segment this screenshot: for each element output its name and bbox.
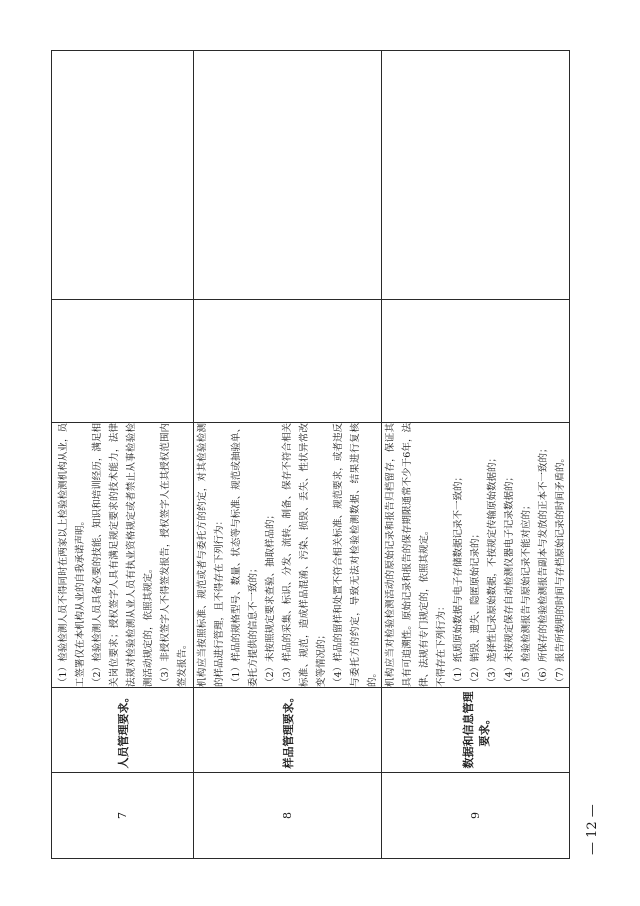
empty-cell xyxy=(382,51,570,300)
row-content xyxy=(382,423,570,688)
content-paragraph: （4）未按规定保存自动检测仪器电子记录数据的； xyxy=(504,471,515,687)
table-row xyxy=(382,51,570,859)
empty-cell xyxy=(52,51,194,300)
row-item-title: 人员管理要求。 xyxy=(52,688,194,773)
content-paragraph: （1）纸质原始数据与电子存储数据记录不一致的； xyxy=(453,471,464,687)
page-number: — 12 — xyxy=(585,804,600,856)
row-content xyxy=(194,423,382,688)
content-paragraph: （4）样品的留样和处置不符合相关标准、规范要求，或者违反与委托方的约定，导致无法对检验检测数据、结果进行复核的。 xyxy=(333,423,378,687)
empty-cell xyxy=(382,300,570,423)
content-paragraph: （5）检验检测报告与原始记录不能对应的； xyxy=(521,500,532,687)
content-paragraph: （3）非授权签字人不得签发报告，授权签字人在其授权范围内签发报告。 xyxy=(159,423,188,687)
content-paragraph: （2）未按照规定要求查验、抽取样品的； xyxy=(265,509,276,687)
row-number: 8 xyxy=(194,773,382,859)
content-paragraph: 机构应当按照标准、规范或者与委托方的约定，对其检验检测的样品进行管理，且不得存在下列行为： xyxy=(197,423,225,687)
requirements-table xyxy=(51,50,570,859)
empty-cell xyxy=(194,300,382,423)
content-paragraph: （1）样品的规格型号、数量、状态等与标准、规范或抽验单、委托方提供的信息不一致的； xyxy=(231,423,259,687)
empty-cell xyxy=(194,51,382,300)
row-item-title: 数据和信息管理要求。 xyxy=(382,688,570,773)
content-paragraph: （3）选择性记录原始数据，不按规定传输原始数据的； xyxy=(487,452,498,687)
content-paragraph: （7）报告所载明的时间与存档原始记录的时间矛盾的。 xyxy=(555,452,566,687)
content-paragraph: 机构应当对检验检测活动的原始记录和报告归档留存，保证其具有可追溯性。原始记录和报告的保存期限通常不少于6年，法律、法规有专门规定的，依照其规定。 xyxy=(385,423,430,687)
content-paragraph: 不得存在下列行为： xyxy=(436,601,447,687)
content-paragraph: （6）所保存的检验检测报告副本与发放的正本不一致的； xyxy=(538,443,549,687)
rotated-table-page xyxy=(51,51,565,859)
content-paragraph: （2）检验检测人员具备必要的技能、知识和培训经历，满足相关岗位要求；授权签字人具有满足规定要求的技术能力，法律法规对检验检测从业人员有执业资格规定或者禁止从事检验检测活动规定的，依照其规定。 xyxy=(91,423,154,687)
content-paragraph: （3）样品的采集、标识、分发、流转、制备、保存不符合相关标准、规范，造成样品混淆、污染、损毁、丢失、性状异常改变等情况的； xyxy=(282,423,327,687)
row-number: 9 xyxy=(382,773,570,859)
content-paragraph: （2）销毁、遗失、隐匿原始记录的； xyxy=(470,528,481,687)
row-number: 7 xyxy=(52,773,194,859)
table-row xyxy=(52,51,194,859)
table-row xyxy=(194,51,382,859)
empty-cell xyxy=(52,300,194,423)
row-content xyxy=(52,423,194,688)
content-paragraph: （1）检验检测人员不得同时在两家以上检验检测机构从业，员工签署仅在本机构从业的自我承诺声明。 xyxy=(57,423,86,687)
row-item-title: 样品管理要求。 xyxy=(194,688,382,773)
